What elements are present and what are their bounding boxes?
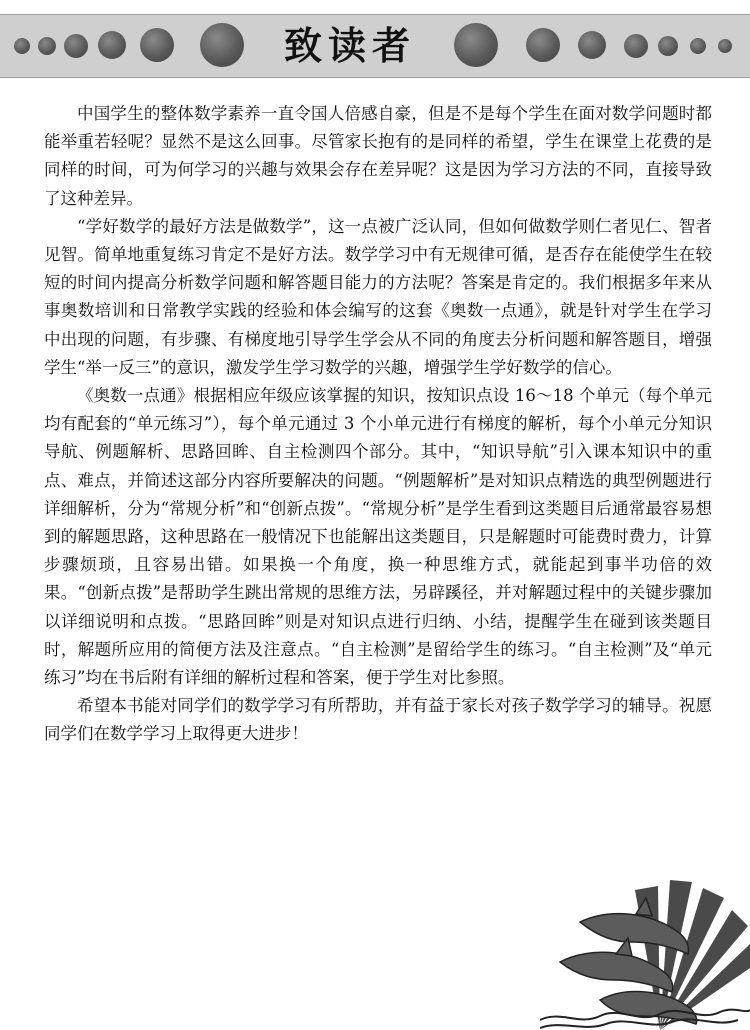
header-dot — [658, 36, 678, 56]
header-dot — [14, 38, 30, 54]
paragraph-intro: 中国学生的整体数学素养一直令国人倍感自豪，但是不是每个学生在面对数学问题时都能举重若轻呢？显然不是这么回事。尽管家长抱有的是同样的希望，学生在课堂上花费的是同样的时间，可为何学习的兴趣与效果会存在差异呢？这是因为学习方法的不同，直接导致了这种差异。 — [44, 104, 712, 208]
paragraph-method: “学好数学的最好方法是做数学”，这一点被广泛认同，但如何做数学则仁者见仁、智者见智。简单地重复练习肯定不是好方法。数学学习中有无规律可循，是否存在能使学生在较短的时间内提高分析数学问题和解答题目能力的方法呢？答案是肯定的。我们根据多年来从事奥数培训和日常教学实践的经验和体会编写的这套《奥数一点通》，就是针对学生在学习中出现的问题，有步骤、有梯度地引导学生学会从不同的角度去分析问题和解答题目，增强学生“举一反三”的意识，激发学生学习数学的兴趣，增强学生学好数学的信心。 — [44, 216, 712, 377]
header-dot — [690, 38, 706, 54]
paragraph-structure: 《奥数一点通》根据相应年级应该掌握的知识，按知识点设 16～18 个单元（每个单元均有配套的“单元练习”），每个单元通过 3 个小单元进行有梯度的解析，每个小单元分知识导航、例题解析、思路回眸、自主检测四个部分。其中，“知识导航”引入课本知识中的重点、难点，并简述这部分内容所要解决的问题。“例题解析”是对知识点精选的典型例题进行详细解析，分为“常规分析”和“创新点拨”。“常规分析”是学生看到这类题目后通常最容易想到的解题思路，这种思路在一般情况下也能解出这类题目，只是解题时可能费时费力，计算步骤烦琐，且容易出错。如果换一个角度，换一种思维方式，就能起到事半功倍的效果。“创新点拨”是帮助学生跳出常规的思维方法，另辟蹊径，并对解题过程中的关键步骤加以详细说明和点拨。“思路回眸”则是对知识点进行归纳、小结，提醒学生在碰到该类题目时，解题所应用的简便方法及注意点。“自主检测”是留给学生的练习。“自主检测”及“单元练习”均在书后附有详细的解析过程和答案，便于学生对比参照。 — [44, 386, 712, 688]
header-dot — [718, 39, 732, 53]
header-dot — [624, 34, 648, 58]
body-text — [44, 100, 712, 749]
header-dot — [64, 34, 88, 58]
header-dot — [38, 37, 56, 55]
header-dot — [200, 23, 244, 67]
header-dot — [578, 31, 606, 59]
header-dot — [140, 28, 174, 62]
header-dot — [98, 31, 126, 59]
dolphins-icon — [540, 850, 750, 1030]
paragraph-closing: 希望本书能对同学们的数学学习有所帮助，并有益于家长对孩子数学学习的辅导。祝愿同学们在数学学习上取得更大进步！ — [44, 696, 712, 744]
header-dot — [526, 28, 560, 62]
header-dot — [454, 23, 498, 67]
page-title: 致读者 — [283, 24, 416, 68]
